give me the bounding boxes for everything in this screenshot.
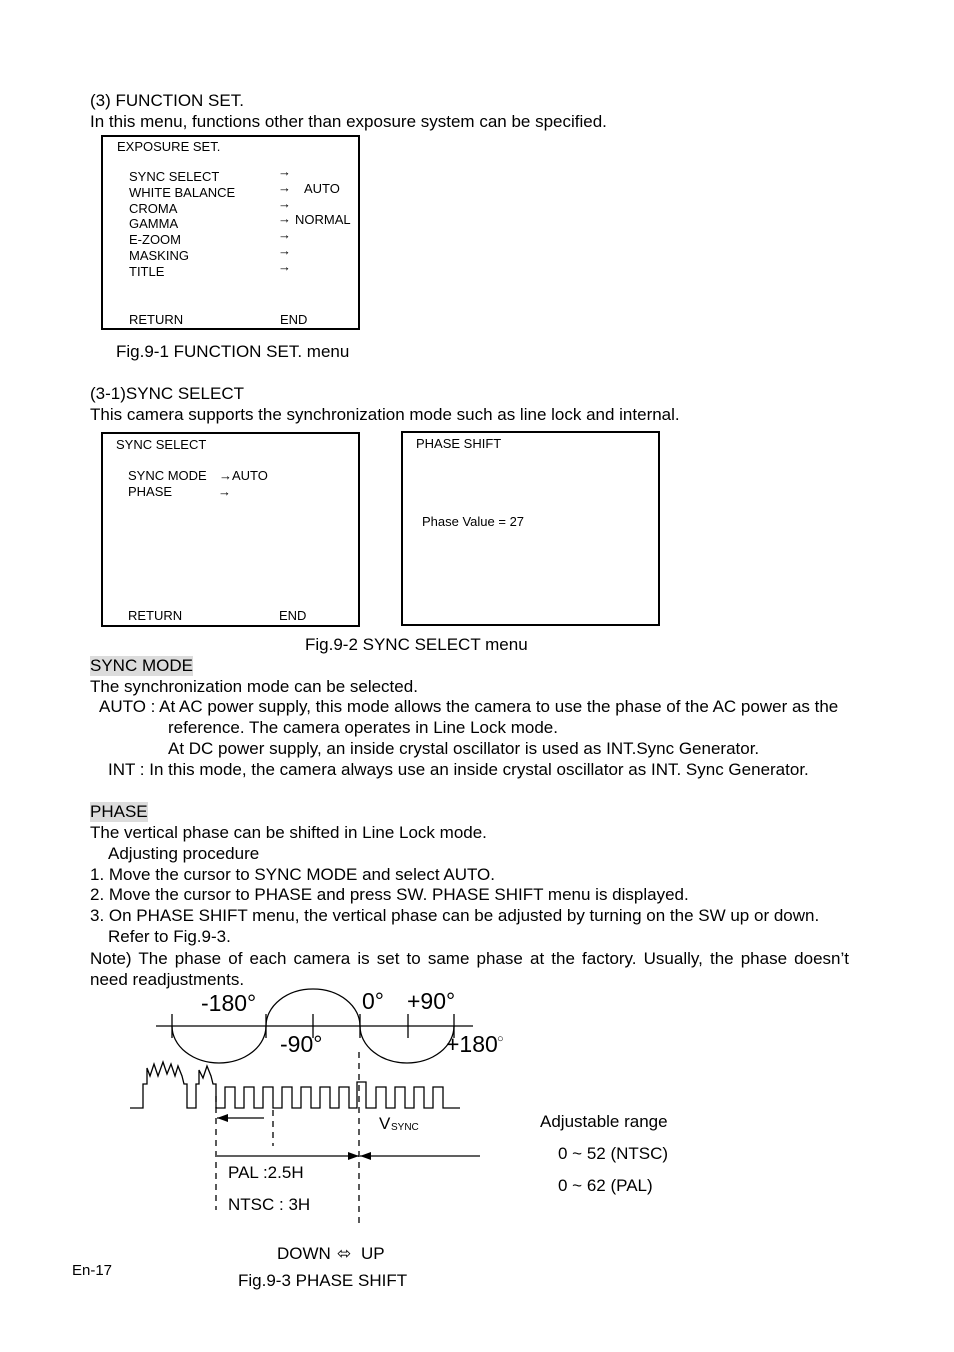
down-label: DOWN — [277, 1244, 331, 1263]
procedure-step-3-ref: Refer to Fig.9-3. — [108, 927, 231, 946]
range-title: Adjustable range — [540, 1112, 668, 1131]
end-option[interactable]: END — [280, 312, 308, 327]
menu-item-croma[interactable]: CROMA — [129, 200, 178, 216]
phase-option[interactable]: PHASE — [128, 484, 173, 499]
sync-mode-heading: SYNC MODE — [90, 656, 193, 675]
vsync-subscript: SYNC — [391, 1122, 419, 1133]
page-number: En-17 — [72, 1262, 113, 1279]
menu-item-value: AUTO — [304, 180, 340, 196]
menu-item-value: NORMAL — [295, 212, 351, 228]
arrow-right-icon: → — [278, 179, 291, 195]
phase-shift-diagram — [0, 980, 954, 1290]
label-minus-180: -180° — [201, 990, 257, 1016]
menu-title: EXPOSURE SET. — [117, 139, 221, 154]
sync-select-menu — [101, 432, 360, 627]
auto-description-2: reference. The camera operates in Line Lock mode. — [168, 718, 558, 737]
arrow-right-icon: → — [278, 227, 291, 243]
sync-heading: (3-1)SYNC SELECT — [90, 384, 244, 403]
arrow-right-icon: → — [278, 258, 291, 274]
auto-description-3: At DC power supply, an inside crystal oscillator is used as INT.Sync Generator. — [168, 739, 760, 758]
label-minus-90: -90° — [280, 1031, 323, 1057]
end-option[interactable]: END — [279, 608, 307, 623]
sync-mode-value: →AUTO — [219, 468, 268, 483]
figure-caption-9-1: Fig.9-1 FUNCTION SET. menu — [116, 342, 350, 361]
phase-desc: The vertical phase can be shifted in Line Lock mode. — [90, 823, 487, 842]
arrow-right-icon: → — [278, 195, 291, 211]
figure-caption-9-3: Fig.9-3 PHASE SHIFT — [238, 1271, 408, 1290]
video-sync-waveform — [130, 1062, 460, 1108]
label-plus-180-degree: ○ — [497, 1033, 504, 1045]
procedure-step-1: 1. Move the cursor to SYNC MODE and select AUTO. — [90, 865, 496, 884]
sync-intro: This camera supports the synchronization mode such as line lock and internal. — [90, 405, 680, 424]
arrow-right-icon: → — [278, 211, 291, 227]
pal-duration: PAL :2.5H — [228, 1163, 304, 1182]
section-heading: (3) FUNCTION SET. — [90, 91, 244, 110]
arrow-right-icon: → — [278, 243, 291, 258]
menu-item-sync-select[interactable]: SYNC SELECT — [129, 169, 220, 184]
vsync-label: V — [379, 1114, 391, 1133]
section-intro: In this menu, functions other than exposure system can be specified. — [90, 112, 607, 131]
int-description: INT : In this mode, the camera always use an inside crystal oscillator as INT. Sync Generator. — [108, 760, 809, 779]
label-plus-180: +180 — [446, 1031, 498, 1057]
arrow-right-icon: → — [278, 164, 291, 179]
procedure-title: Adjusting procedure — [108, 844, 260, 863]
factory-note: Note) The phase of each camera is set to same phase at the factory. Usually, the phase doesn’t need readjustments. — [90, 949, 849, 989]
menu-item-masking[interactable]: MASKING — [129, 248, 189, 263]
label-plus-90: +90° — [407, 988, 456, 1014]
menu-item-e-zoom[interactable]: E-ZOOM — [129, 232, 181, 248]
ntsc-duration: NTSC : 3H — [228, 1195, 311, 1214]
function-set-menu — [101, 135, 360, 330]
sync-mode-desc: The synchronization mode can be selected. — [90, 677, 418, 696]
range-ntsc: 0 ~ 52 (NTSC) — [558, 1144, 669, 1163]
sine-lower-2 — [360, 1026, 454, 1063]
phase-value: Phase Value = 27 — [422, 514, 525, 529]
sine-lower-1 — [172, 1026, 266, 1063]
label-zero: 0° — [362, 988, 384, 1014]
phase-heading: PHASE — [90, 802, 148, 821]
figure-caption-9-2: Fig.9-2 SYNC SELECT menu — [305, 635, 528, 654]
return-option[interactable]: RETURN — [128, 608, 183, 623]
return-option[interactable]: RETURN — [129, 312, 184, 327]
range-pal: 0 ~ 62 (PAL) — [558, 1176, 653, 1195]
menu-item-gamma[interactable]: GAMMA — [129, 216, 179, 232]
menu-item-title[interactable]: TITLE — [129, 263, 165, 279]
sync-mode-option[interactable]: SYNC MODE — [128, 468, 207, 483]
menu-title: PHASE SHIFT — [416, 436, 502, 451]
up-label: UP — [361, 1244, 385, 1263]
left-right-arrow-icon: ⬄ — [337, 1244, 352, 1263]
procedure-step-2: 2. Move the cursor to PHASE and press SW. PHASE SHIFT menu is displayed. — [90, 885, 689, 904]
procedure-step-3: 3. On PHASE SHIFT menu, the vertical phase can be adjusted by turning on the SW up or down. — [90, 906, 820, 925]
menu-item-white-balance[interactable]: WHITE BALANCE — [129, 184, 236, 200]
auto-description: AUTO : At AC power supply, this mode allows the camera to use the phase of the AC power as the — [99, 697, 839, 716]
menu-title: SYNC SELECT — [116, 437, 207, 452]
arrow-right-icon: → — [218, 484, 231, 499]
phase-shift-menu — [401, 431, 660, 626]
